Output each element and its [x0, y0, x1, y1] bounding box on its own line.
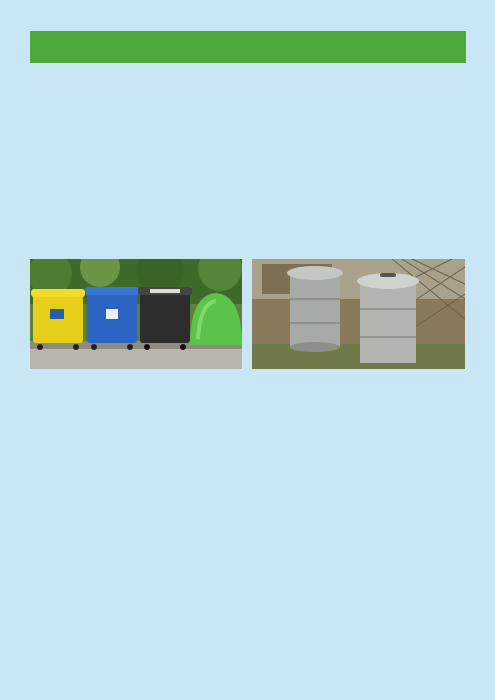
photo-recycling-containers — [30, 259, 242, 369]
title-banner — [30, 31, 466, 63]
photo-metal-bins — [252, 259, 465, 369]
